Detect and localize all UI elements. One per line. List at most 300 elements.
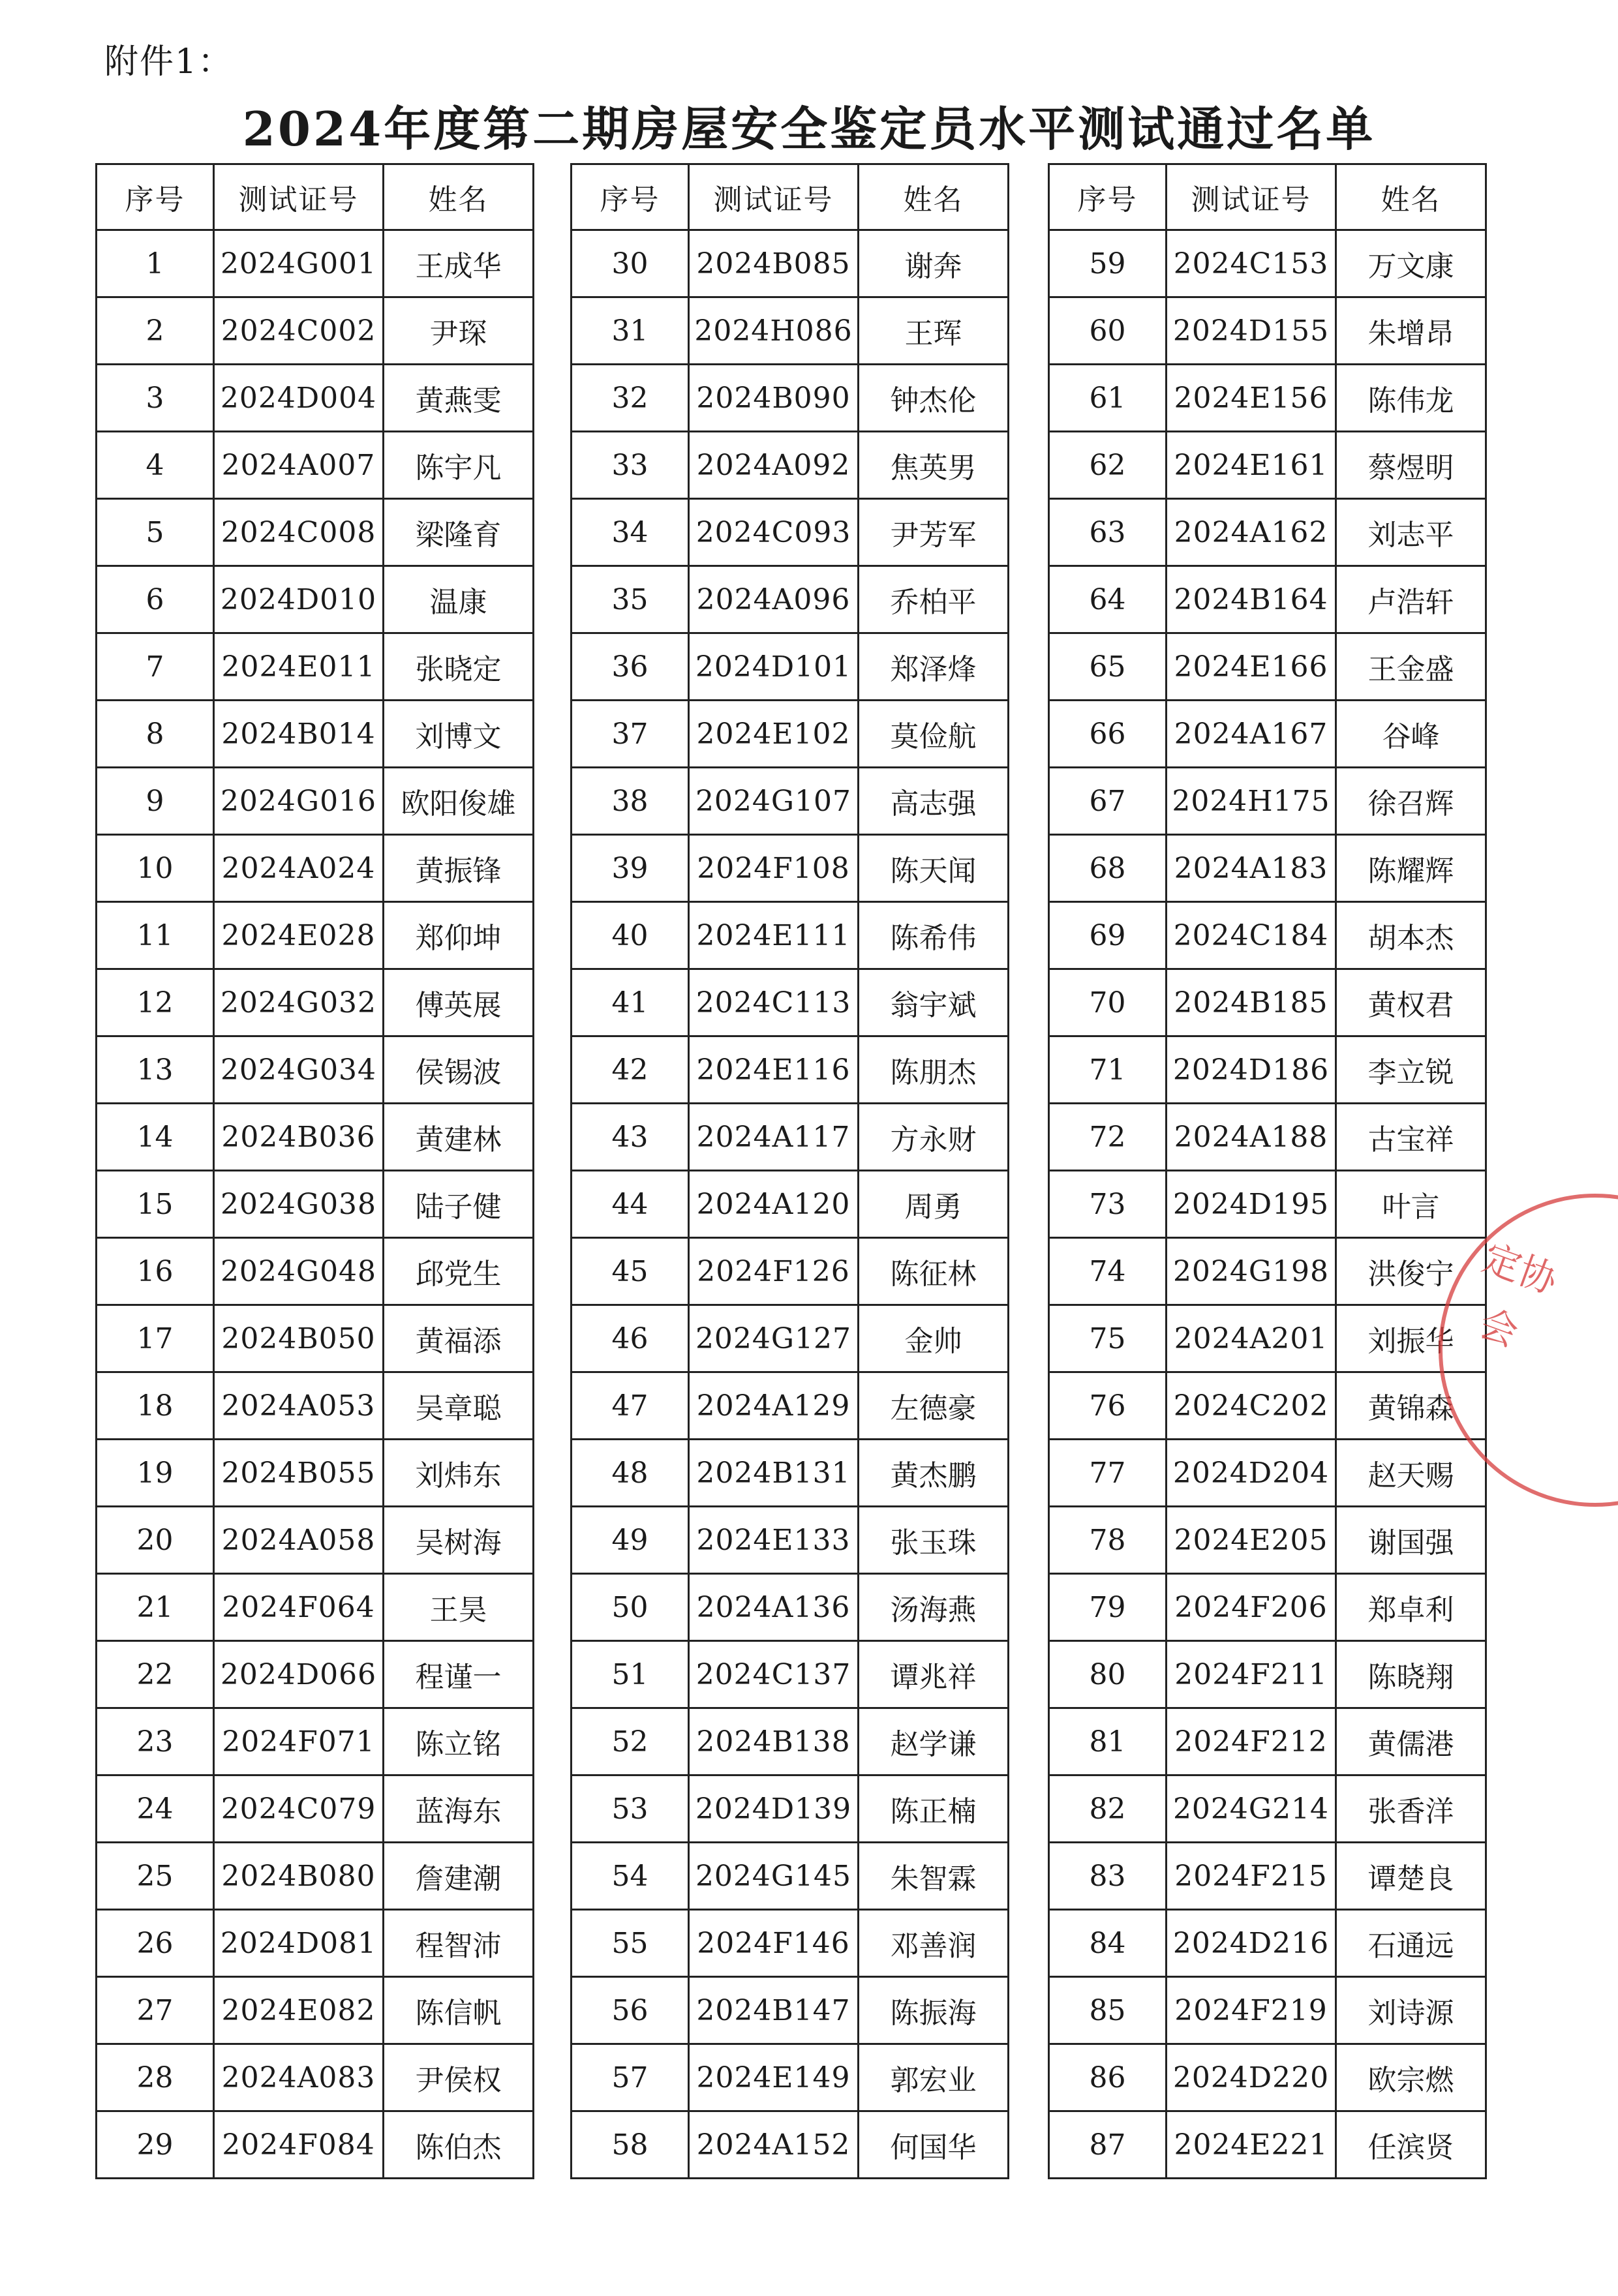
seq-cell: 44	[572, 1171, 689, 1238]
cert-cell: 2024A183	[1167, 835, 1336, 902]
seq-cell: 58	[572, 2111, 689, 2179]
seq-cell: 26	[97, 1910, 214, 1977]
seq-cell: 81	[1049, 1708, 1167, 1775]
table-row	[97, 230, 534, 297]
table-row	[572, 432, 1009, 499]
seq-cell: 24	[97, 1775, 214, 1843]
seq-cell: 59	[1049, 230, 1167, 297]
seq-cell: 3	[97, 365, 214, 432]
name-cell: 陈朋杰	[859, 1036, 1009, 1104]
table-row	[97, 297, 534, 365]
table-row	[97, 1440, 534, 1507]
cert-cell: 2024B050	[214, 1305, 384, 1372]
name-cell: 徐召辉	[1336, 768, 1486, 835]
seq-cell: 22	[97, 1641, 214, 1708]
table-row	[97, 1507, 534, 1574]
cert-cell: 2024E205	[1167, 1507, 1336, 1574]
cert-cell: 2024G198	[1167, 1238, 1336, 1305]
seq-cell: 13	[97, 1036, 214, 1104]
seq-cell: 68	[1049, 835, 1167, 902]
header-cert: 测试证号	[1167, 164, 1336, 230]
table-row	[97, 1708, 534, 1775]
cert-cell: 2024D204	[1167, 1440, 1336, 1507]
table-row	[572, 701, 1009, 768]
table-row	[572, 1775, 1009, 1843]
name-cell: 黄振锋	[384, 835, 534, 902]
cert-cell: 2024A058	[214, 1507, 384, 1574]
name-cell: 刘博文	[384, 701, 534, 768]
cert-cell: 2024H175	[1167, 768, 1336, 835]
cert-cell: 2024A136	[689, 1574, 859, 1641]
seq-cell: 55	[572, 1910, 689, 1977]
cert-cell: 2024F126	[689, 1238, 859, 1305]
cert-cell: 2024F212	[1167, 1708, 1336, 1775]
table-row	[97, 969, 534, 1036]
seq-cell: 66	[1049, 701, 1167, 768]
name-cell: 郑仰坤	[384, 902, 534, 969]
seq-cell: 57	[572, 2044, 689, 2111]
cert-cell: 2024B164	[1167, 566, 1336, 633]
seq-cell: 2	[97, 297, 214, 365]
table-row	[1049, 701, 1486, 768]
table-row	[572, 1171, 1009, 1238]
seq-cell: 67	[1049, 768, 1167, 835]
cert-cell: 2024D155	[1167, 297, 1336, 365]
cert-cell: 2024E111	[689, 902, 859, 969]
cert-cell: 2024G038	[214, 1171, 384, 1238]
seq-cell: 35	[572, 566, 689, 633]
table-row	[1049, 432, 1486, 499]
table-row	[97, 768, 534, 835]
cert-cell: 2024E028	[214, 902, 384, 969]
cert-cell: 2024A152	[689, 2111, 859, 2179]
name-cell: 蔡煜明	[1336, 432, 1486, 499]
seq-cell: 87	[1049, 2111, 1167, 2179]
seq-cell: 49	[572, 1507, 689, 1574]
cert-cell: 2024G127	[689, 1305, 859, 1372]
cert-cell: 2024F146	[689, 1910, 859, 1977]
table-row	[572, 1305, 1009, 1372]
seq-cell: 28	[97, 2044, 214, 2111]
name-cell: 郑泽烽	[859, 633, 1009, 701]
seq-cell: 39	[572, 835, 689, 902]
table-row	[1049, 499, 1486, 566]
seq-cell: 15	[97, 1171, 214, 1238]
cert-cell: 2024E149	[689, 2044, 859, 2111]
table-row	[572, 1641, 1009, 1708]
seq-cell: 1	[97, 230, 214, 297]
name-cell: 任滨贤	[1336, 2111, 1486, 2179]
name-cell: 谷峰	[1336, 701, 1486, 768]
table-row	[97, 1843, 534, 1910]
cert-cell: 2024D010	[214, 566, 384, 633]
seq-cell: 48	[572, 1440, 689, 1507]
seq-cell: 83	[1049, 1843, 1167, 1910]
seq-cell: 64	[1049, 566, 1167, 633]
table-row	[97, 1305, 534, 1372]
table-row	[1049, 1036, 1486, 1104]
name-cell: 洪俊宁	[1336, 1238, 1486, 1305]
header-seq: 序号	[1049, 164, 1167, 230]
cert-cell: 2024C137	[689, 1641, 859, 1708]
seq-cell: 50	[572, 1574, 689, 1641]
name-cell: 王昊	[384, 1574, 534, 1641]
cert-cell: 2024A083	[214, 2044, 384, 2111]
seq-cell: 70	[1049, 969, 1167, 1036]
table-row	[1049, 1641, 1486, 1708]
table-row	[572, 1440, 1009, 1507]
roster-table-3	[1048, 163, 1487, 2179]
roster-body-1	[97, 230, 534, 2179]
table-row	[572, 902, 1009, 969]
attachment-label: 附件1：	[104, 42, 234, 82]
cert-cell: 2024E011	[214, 633, 384, 701]
table-row	[97, 1775, 534, 1843]
name-cell: 陈信帆	[384, 1977, 534, 2044]
header-row	[572, 164, 1009, 230]
cert-cell: 2024C113	[689, 969, 859, 1036]
cert-cell: 2024D220	[1167, 2044, 1336, 2111]
name-cell: 陈立铭	[384, 1708, 534, 1775]
cert-cell: 2024E133	[689, 1507, 859, 1574]
name-cell: 陈征林	[859, 1238, 1009, 1305]
name-cell: 陈晓翔	[1336, 1641, 1486, 1708]
name-cell: 赵天赐	[1336, 1440, 1486, 1507]
cert-cell: 2024C093	[689, 499, 859, 566]
seq-cell: 74	[1049, 1238, 1167, 1305]
table-row	[572, 1708, 1009, 1775]
cert-cell: 2024E161	[1167, 432, 1336, 499]
name-cell: 乔柏平	[859, 566, 1009, 633]
header-name: 姓名	[859, 164, 1009, 230]
cert-cell: 2024F084	[214, 2111, 384, 2179]
seq-cell: 63	[1049, 499, 1167, 566]
table-row	[572, 365, 1009, 432]
seq-cell: 51	[572, 1641, 689, 1708]
name-cell: 李立锐	[1336, 1036, 1486, 1104]
table-row	[572, 230, 1009, 297]
cert-cell: 2024A053	[214, 1372, 384, 1440]
cert-cell: 2024H086	[689, 297, 859, 365]
table-row	[1049, 768, 1486, 835]
header-seq: 序号	[97, 164, 214, 230]
name-cell: 邱党生	[384, 1238, 534, 1305]
seq-cell: 5	[97, 499, 214, 566]
name-cell: 侯锡波	[384, 1036, 534, 1104]
seq-cell: 27	[97, 1977, 214, 2044]
cert-cell: 2024D081	[214, 1910, 384, 1977]
table-row	[572, 1104, 1009, 1171]
table-row	[1049, 1843, 1486, 1910]
seq-cell: 23	[97, 1708, 214, 1775]
seq-cell: 37	[572, 701, 689, 768]
name-cell: 陈天闻	[859, 835, 1009, 902]
name-cell: 欧宗燃	[1336, 2044, 1486, 2111]
table-row	[97, 1372, 534, 1440]
name-cell: 古宝祥	[1336, 1104, 1486, 1171]
cert-cell: 2024A162	[1167, 499, 1336, 566]
cert-cell: 2024E156	[1167, 365, 1336, 432]
name-cell: 蓝海东	[384, 1775, 534, 1843]
cert-cell: 2024F108	[689, 835, 859, 902]
name-cell: 何国华	[859, 2111, 1009, 2179]
cert-cell: 2024F211	[1167, 1641, 1336, 1708]
seq-cell: 30	[572, 230, 689, 297]
name-cell: 胡本杰	[1336, 902, 1486, 969]
table-row	[572, 566, 1009, 633]
name-cell: 赵学谦	[859, 1708, 1009, 1775]
cert-cell: 2024F206	[1167, 1574, 1336, 1641]
table-row	[1049, 1708, 1486, 1775]
cert-cell: 2024A096	[689, 566, 859, 633]
cert-cell: 2024D139	[689, 1775, 859, 1843]
cert-cell: 2024C008	[214, 499, 384, 566]
table-row	[1049, 1171, 1486, 1238]
roster-table-1	[95, 163, 534, 2179]
name-cell: 刘志平	[1336, 499, 1486, 566]
seq-cell: 25	[97, 1843, 214, 1910]
table-row	[1049, 1910, 1486, 1977]
name-cell: 张玉珠	[859, 1507, 1009, 1574]
table-row	[1049, 969, 1486, 1036]
table-row	[572, 768, 1009, 835]
seq-cell: 32	[572, 365, 689, 432]
seq-cell: 71	[1049, 1036, 1167, 1104]
cert-cell: 2024G032	[214, 969, 384, 1036]
table-row	[97, 902, 534, 969]
table-row	[572, 2111, 1009, 2179]
table-row	[572, 1574, 1009, 1641]
name-cell: 石通远	[1336, 1910, 1486, 1977]
seq-cell: 33	[572, 432, 689, 499]
table-row	[572, 969, 1009, 1036]
cert-cell: 2024A007	[214, 432, 384, 499]
name-cell: 万文康	[1336, 230, 1486, 297]
table-row	[97, 1641, 534, 1708]
table-row	[97, 835, 534, 902]
seq-cell: 19	[97, 1440, 214, 1507]
cert-cell: 2024G145	[689, 1843, 859, 1910]
seq-cell: 73	[1049, 1171, 1167, 1238]
seq-cell: 17	[97, 1305, 214, 1372]
name-cell: 陈振海	[859, 1977, 1009, 2044]
cert-cell: 2024B036	[214, 1104, 384, 1171]
table-row	[572, 835, 1009, 902]
seq-cell: 45	[572, 1238, 689, 1305]
cert-cell: 2024A167	[1167, 701, 1336, 768]
cert-cell: 2024D066	[214, 1641, 384, 1708]
cert-cell: 2024D004	[214, 365, 384, 432]
table-row	[572, 1036, 1009, 1104]
seq-cell: 10	[97, 835, 214, 902]
name-cell: 方永财	[859, 1104, 1009, 1171]
name-cell: 尹琛	[384, 297, 534, 365]
table-row	[97, 1104, 534, 1171]
seq-cell: 65	[1049, 633, 1167, 701]
name-cell: 黄权君	[1336, 969, 1486, 1036]
name-cell: 梁隆育	[384, 499, 534, 566]
seq-cell: 86	[1049, 2044, 1167, 2111]
table-row	[572, 2044, 1009, 2111]
table-row	[97, 499, 534, 566]
table-row	[1049, 2111, 1486, 2179]
table-row	[1049, 297, 1486, 365]
name-cell: 汤海燕	[859, 1574, 1009, 1641]
seq-cell: 52	[572, 1708, 689, 1775]
cert-cell: 2024B014	[214, 701, 384, 768]
name-cell: 黄锦森	[1336, 1372, 1486, 1440]
name-cell: 陈耀辉	[1336, 835, 1486, 902]
seq-cell: 42	[572, 1036, 689, 1104]
name-cell: 朱增昂	[1336, 297, 1486, 365]
seq-cell: 43	[572, 1104, 689, 1171]
table-row	[97, 2044, 534, 2111]
seq-cell: 82	[1049, 1775, 1167, 1843]
seq-cell: 46	[572, 1305, 689, 1372]
name-cell: 谭楚良	[1336, 1843, 1486, 1910]
seq-cell: 20	[97, 1507, 214, 1574]
seq-cell: 11	[97, 902, 214, 969]
table-row	[97, 2111, 534, 2179]
seq-cell: 6	[97, 566, 214, 633]
cert-cell: 2024B131	[689, 1440, 859, 1507]
name-cell: 吴章聪	[384, 1372, 534, 1440]
cert-cell: 2024A120	[689, 1171, 859, 1238]
cert-cell: 2024F071	[214, 1708, 384, 1775]
table-row	[1049, 1775, 1486, 1843]
seq-cell: 54	[572, 1843, 689, 1910]
name-cell: 叶言	[1336, 1171, 1486, 1238]
name-cell: 高志强	[859, 768, 1009, 835]
table-row	[97, 633, 534, 701]
name-cell: 周勇	[859, 1171, 1009, 1238]
name-cell: 谢奔	[859, 230, 1009, 297]
cert-cell: 2024F215	[1167, 1843, 1336, 1910]
cert-cell: 2024G034	[214, 1036, 384, 1104]
table-row	[1049, 1372, 1486, 1440]
table-row	[97, 1977, 534, 2044]
cert-cell: 2024D101	[689, 633, 859, 701]
name-cell: 陆子健	[384, 1171, 534, 1238]
name-cell: 黄福添	[384, 1305, 534, 1372]
header-name: 姓名	[1336, 164, 1486, 230]
seq-cell: 38	[572, 768, 689, 835]
name-cell: 朱智霖	[859, 1843, 1009, 1910]
cert-cell: 2024A117	[689, 1104, 859, 1171]
cert-cell: 2024C184	[1167, 902, 1336, 969]
cert-cell: 2024D186	[1167, 1036, 1336, 1104]
cert-cell: 2024C202	[1167, 1372, 1336, 1440]
name-cell: 陈伯杰	[384, 2111, 534, 2179]
name-cell: 郭宏业	[859, 2044, 1009, 2111]
cert-cell: 2024B080	[214, 1843, 384, 1910]
cert-cell: 2024B055	[214, 1440, 384, 1507]
name-cell: 王珲	[859, 297, 1009, 365]
table-row	[572, 1238, 1009, 1305]
cert-cell: 2024E082	[214, 1977, 384, 2044]
table-row	[97, 701, 534, 768]
table-row	[1049, 1574, 1486, 1641]
table-row	[572, 1507, 1009, 1574]
table-row	[97, 1238, 534, 1305]
cert-cell: 2024E102	[689, 701, 859, 768]
table-row	[1049, 1977, 1486, 2044]
seq-cell: 8	[97, 701, 214, 768]
name-cell: 欧阳俊雄	[384, 768, 534, 835]
cert-cell: 2024A092	[689, 432, 859, 499]
seq-cell: 34	[572, 499, 689, 566]
seq-cell: 56	[572, 1977, 689, 2044]
table-row	[1049, 566, 1486, 633]
cert-cell: 2024C002	[214, 297, 384, 365]
seq-cell: 7	[97, 633, 214, 701]
seq-cell: 69	[1049, 902, 1167, 969]
header-name: 姓名	[384, 164, 534, 230]
table-row	[1049, 835, 1486, 902]
table-row	[97, 1574, 534, 1641]
seq-cell: 36	[572, 633, 689, 701]
seq-cell: 12	[97, 969, 214, 1036]
name-cell: 刘炜东	[384, 1440, 534, 1507]
table-row	[1049, 2044, 1486, 2111]
table-row	[97, 1171, 534, 1238]
cert-cell: 2024A024	[214, 835, 384, 902]
seq-cell: 84	[1049, 1910, 1167, 1977]
name-cell: 左德豪	[859, 1372, 1009, 1440]
seq-cell: 60	[1049, 297, 1167, 365]
table-row	[1049, 1305, 1486, 1372]
name-cell: 陈伟龙	[1336, 365, 1486, 432]
cert-cell: 2024G001	[214, 230, 384, 297]
table-row	[1049, 902, 1486, 969]
name-cell: 谢国强	[1336, 1507, 1486, 1574]
name-cell: 张香洋	[1336, 1775, 1486, 1843]
seq-cell: 76	[1049, 1372, 1167, 1440]
cert-cell: 2024F064	[214, 1574, 384, 1641]
name-cell: 王金盛	[1336, 633, 1486, 701]
cert-cell: 2024B090	[689, 365, 859, 432]
name-cell: 吴树海	[384, 1507, 534, 1574]
seq-cell: 77	[1049, 1440, 1167, 1507]
seq-cell: 14	[97, 1104, 214, 1171]
name-cell: 邓善润	[859, 1910, 1009, 1977]
header-cert: 测试证号	[689, 164, 859, 230]
table-row	[1049, 1507, 1486, 1574]
seq-cell: 41	[572, 969, 689, 1036]
name-cell: 温康	[384, 566, 534, 633]
seq-cell: 78	[1049, 1507, 1167, 1574]
seq-cell: 29	[97, 2111, 214, 2179]
table-row	[572, 633, 1009, 701]
name-cell: 黄杰鹏	[859, 1440, 1009, 1507]
cert-cell: 2024D195	[1167, 1171, 1336, 1238]
cert-cell: 2024E166	[1167, 633, 1336, 701]
name-cell: 陈希伟	[859, 902, 1009, 969]
roster-body-3	[1049, 230, 1486, 2179]
name-cell: 程智沛	[384, 1910, 534, 1977]
seal-text: 定协会	[1473, 1235, 1564, 1355]
cert-cell: 2024G048	[214, 1238, 384, 1305]
seq-cell: 21	[97, 1574, 214, 1641]
header-cert: 测试证号	[214, 164, 384, 230]
seq-cell: 85	[1049, 1977, 1167, 2044]
header-row	[97, 164, 534, 230]
seq-cell: 31	[572, 297, 689, 365]
header-seq: 序号	[572, 164, 689, 230]
seq-cell: 53	[572, 1775, 689, 1843]
cert-cell: 2024F219	[1167, 1977, 1336, 2044]
cert-cell: 2024A201	[1167, 1305, 1336, 1372]
